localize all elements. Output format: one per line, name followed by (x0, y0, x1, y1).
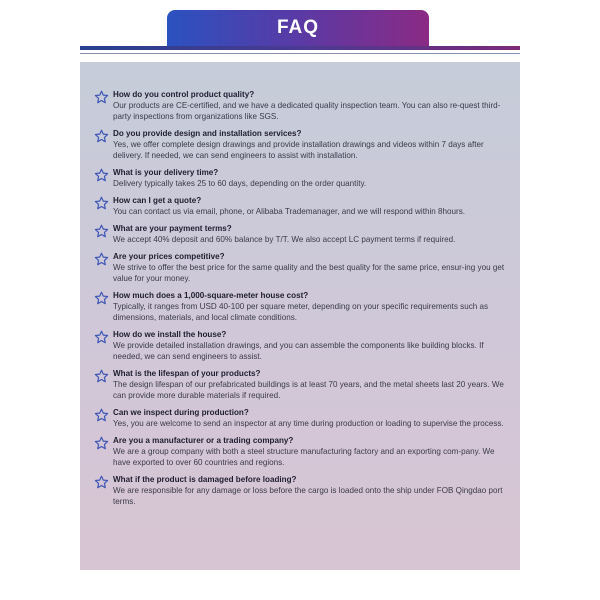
star-outline-icon (94, 436, 109, 451)
header-divider (80, 46, 520, 50)
faq-text (113, 290, 512, 323)
faq-question: What are your payment terms? (113, 224, 232, 233)
faq-question: Are you a manufacturer or a trading company? (113, 436, 294, 445)
faq-item (94, 223, 512, 245)
star-outline-icon (94, 168, 109, 183)
faq-answer: The design lifespan of our prefabricated buildings is at least 70 years, and the metal sheets last 20 years. We can provide more durable materials if required. (113, 380, 504, 400)
faq-text (113, 128, 512, 161)
faq-question: How much does a 1,000-square-meter house cost? (113, 291, 309, 300)
faq-answer: Typically, it ranges from USD 40-100 per square meter, depending on your specific requirements such as dimensions, materials, and local climate conditions. (113, 302, 489, 322)
faq-item (94, 435, 512, 468)
star-outline-icon (94, 291, 109, 306)
faq-question: Are your prices competitive? (113, 252, 225, 261)
faq-item (94, 368, 512, 401)
faq-answer: Yes, you are welcome to send an inspector at any time during production or loading to supervise the process. (113, 419, 504, 428)
faq-item (94, 195, 512, 217)
faq-question: How can I get a quote? (113, 196, 202, 205)
faq-question: Do you provide design and installation services? (113, 129, 302, 138)
faq-panel (80, 62, 520, 570)
faq-question: How do we install the house? (113, 330, 227, 339)
faq-answer: Delivery typically takes 25 to 60 days, depending on the order quantity. (113, 179, 367, 188)
faq-list (94, 89, 512, 507)
faq-item (94, 407, 512, 429)
faq-answer: We accept 40% deposit and 60% balance by T/T. We also accept LC payment terms if required. (113, 235, 456, 244)
faq-item (94, 251, 512, 284)
faq-answer: We are a group company with both a steel structure manufacturing factory and an exporting com-pany. We have exported to over 60 countries and regions. (113, 447, 495, 467)
faq-text (113, 251, 512, 284)
star-outline-icon (94, 475, 109, 490)
faq-item (94, 290, 512, 323)
faq-answer: Our products are CE-certified, and we have a dedicated quality inspection team. You can also re-quest third-party inspections from organizations like SGS. (113, 101, 501, 121)
page-title: FAQ (276, 17, 320, 38)
star-outline-icon (94, 408, 109, 423)
star-outline-icon (94, 196, 109, 211)
faq-item (94, 329, 512, 362)
faq-question: What is your delivery time? (113, 168, 219, 177)
faq-answer: We strive to offer the best price for the same quality and the best quality for the same price, ensur-ing you get value for your money. (113, 263, 505, 283)
faq-question: What is the lifespan of your products? (113, 369, 261, 378)
faq-answer: We are responsible for any damage or loss before the cargo is loaded onto the ship under FOB Qingdao port terms. (113, 486, 503, 506)
faq-item (94, 128, 512, 161)
star-outline-icon (94, 90, 109, 105)
faq-question: What if the product is damaged before loading? (113, 475, 297, 484)
header-divider-thin (80, 53, 520, 54)
faq-answer: Yes, we offer complete design drawings and provide installation drawings and videos within 7 days after delivery. If needed, we can send engineers to assist with installation. (113, 140, 484, 160)
star-outline-icon (94, 252, 109, 267)
faq-text (113, 435, 512, 468)
faq-item (94, 89, 512, 122)
faq-item (94, 474, 512, 507)
faq-answer: You can contact us via email, phone, or Alibaba Trademanager, and we will respond within 8hours. (113, 207, 465, 216)
faq-text (113, 89, 512, 122)
faq-text (113, 407, 512, 429)
star-outline-icon (94, 330, 109, 345)
star-outline-icon (94, 129, 109, 144)
faq-text (113, 368, 512, 401)
faq-question: How do you control product quality? (113, 90, 255, 99)
star-outline-icon (94, 369, 109, 384)
star-outline-icon (94, 224, 109, 239)
faq-answer: We provide detailed installation drawings, and you can assemble the components like building blocks. If needed, we can send engineers to assist. (113, 341, 484, 361)
faq-item (94, 167, 512, 189)
faq-text (113, 329, 512, 362)
faq-text (113, 195, 512, 217)
faq-text (113, 167, 512, 189)
faq-text (113, 223, 512, 245)
faq-question: Can we inspect during production? (113, 408, 249, 417)
faq-text (113, 474, 512, 507)
faq-header-tab (167, 10, 429, 46)
